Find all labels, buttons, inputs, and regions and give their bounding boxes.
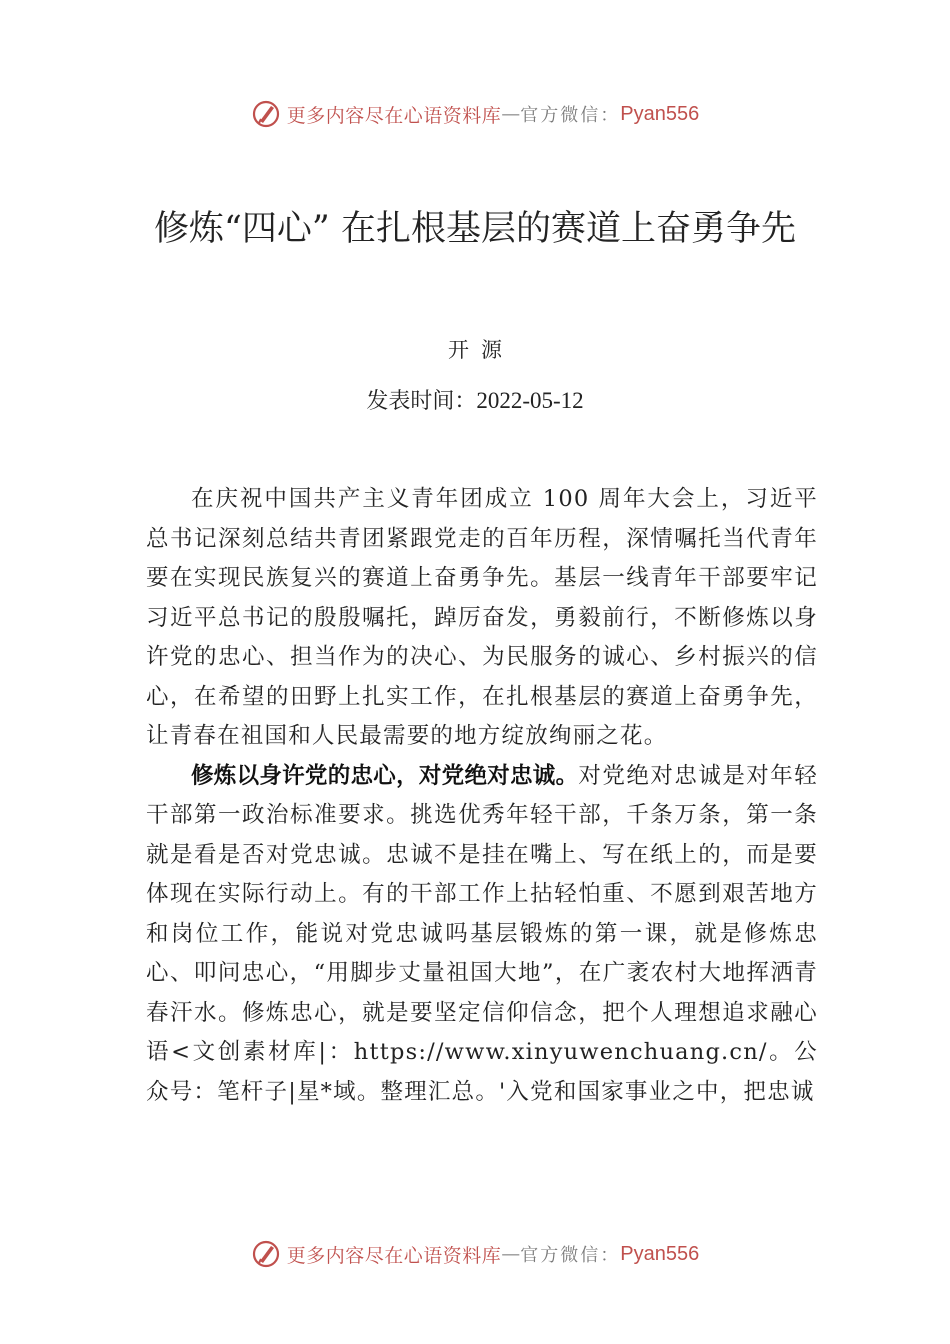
quill-pen-logo-icon [251, 1239, 281, 1269]
article-body [146, 480, 818, 1112]
paragraph-lead: 修炼以身许党的忠心，对党绝对忠诚。 [191, 762, 579, 789]
footer-banner [0, 1234, 950, 1274]
article-author: 开源 [448, 338, 514, 362]
banner-wechat-label: 官方微信： [520, 105, 621, 126]
banner-text: 更多内容尽在心语资料库 [286, 1244, 502, 1267]
banner-dash: — [501, 103, 521, 125]
banner-text: 更多内容尽在心语资料库 [286, 104, 502, 127]
paragraph [146, 480, 818, 757]
quill-pen-logo-icon [251, 99, 281, 129]
header-banner [0, 94, 950, 134]
paragraph-text: 对党绝对忠诚是对年轻干部第一政治标准要求。挑选优秀年轻干部，千条万条，第一条就是看是否对党忠诚。忠诚不是挂在嘴上、写在纸上的，而是要体现在实际行动上。有的干部工作上拈轻怕重、不愿到艰苦地方和岗位工作，能说对党忠诚吗基层锻炼的第一课，就是修炼忠心、叩问忠心，“用脚步丈量祖国大地”，在广袤农村大地挥洒青春汗水。修炼忠心，就是要坚定信仰信念，把个人理想追求融心语<文创素材库|：https://www.xinyuwenchuang.cn/。公众号：笔杆子|星*域。整理汇总。'入党和国家事业之中，把忠诚 [146, 762, 818, 1105]
publish-date [0, 384, 950, 415]
article-title: 修炼“四心” 在扎根基层的赛道上奋勇争先 [154, 209, 796, 249]
banner-wechat-id: Pyan556 [620, 102, 700, 125]
banner-wechat-label: 官方微信： [520, 1245, 621, 1266]
banner-dash: — [501, 1243, 521, 1265]
publish-date-value: 2022-05-12 [476, 388, 584, 413]
paragraph-text: 在庆祝中国共产主义青年团成立 100 周年大会上，习近平总书记深刻总结共青团紧跟党走的百年历程，深情嘱托当代青年要在实现民族复兴的赛道上奋勇争先。基层一线青年干部要牢记习近平总书记的殷殷嘱托，踔厉奋发，勇毅前行，不断修炼以身许党的忠心、担当作为的决心、为民服务的诚心、乡村振兴的信心，在希望的田野上扎实工作，在扎根基层的赛道上奋勇争先，让青春在祖国和人民最需要的地方绽放绚丽之花。 [146, 486, 818, 749]
paragraph [146, 757, 818, 1113]
banner-wechat-id: Pyan556 [620, 1242, 700, 1265]
publish-date-label: 发表时间： [366, 389, 477, 414]
